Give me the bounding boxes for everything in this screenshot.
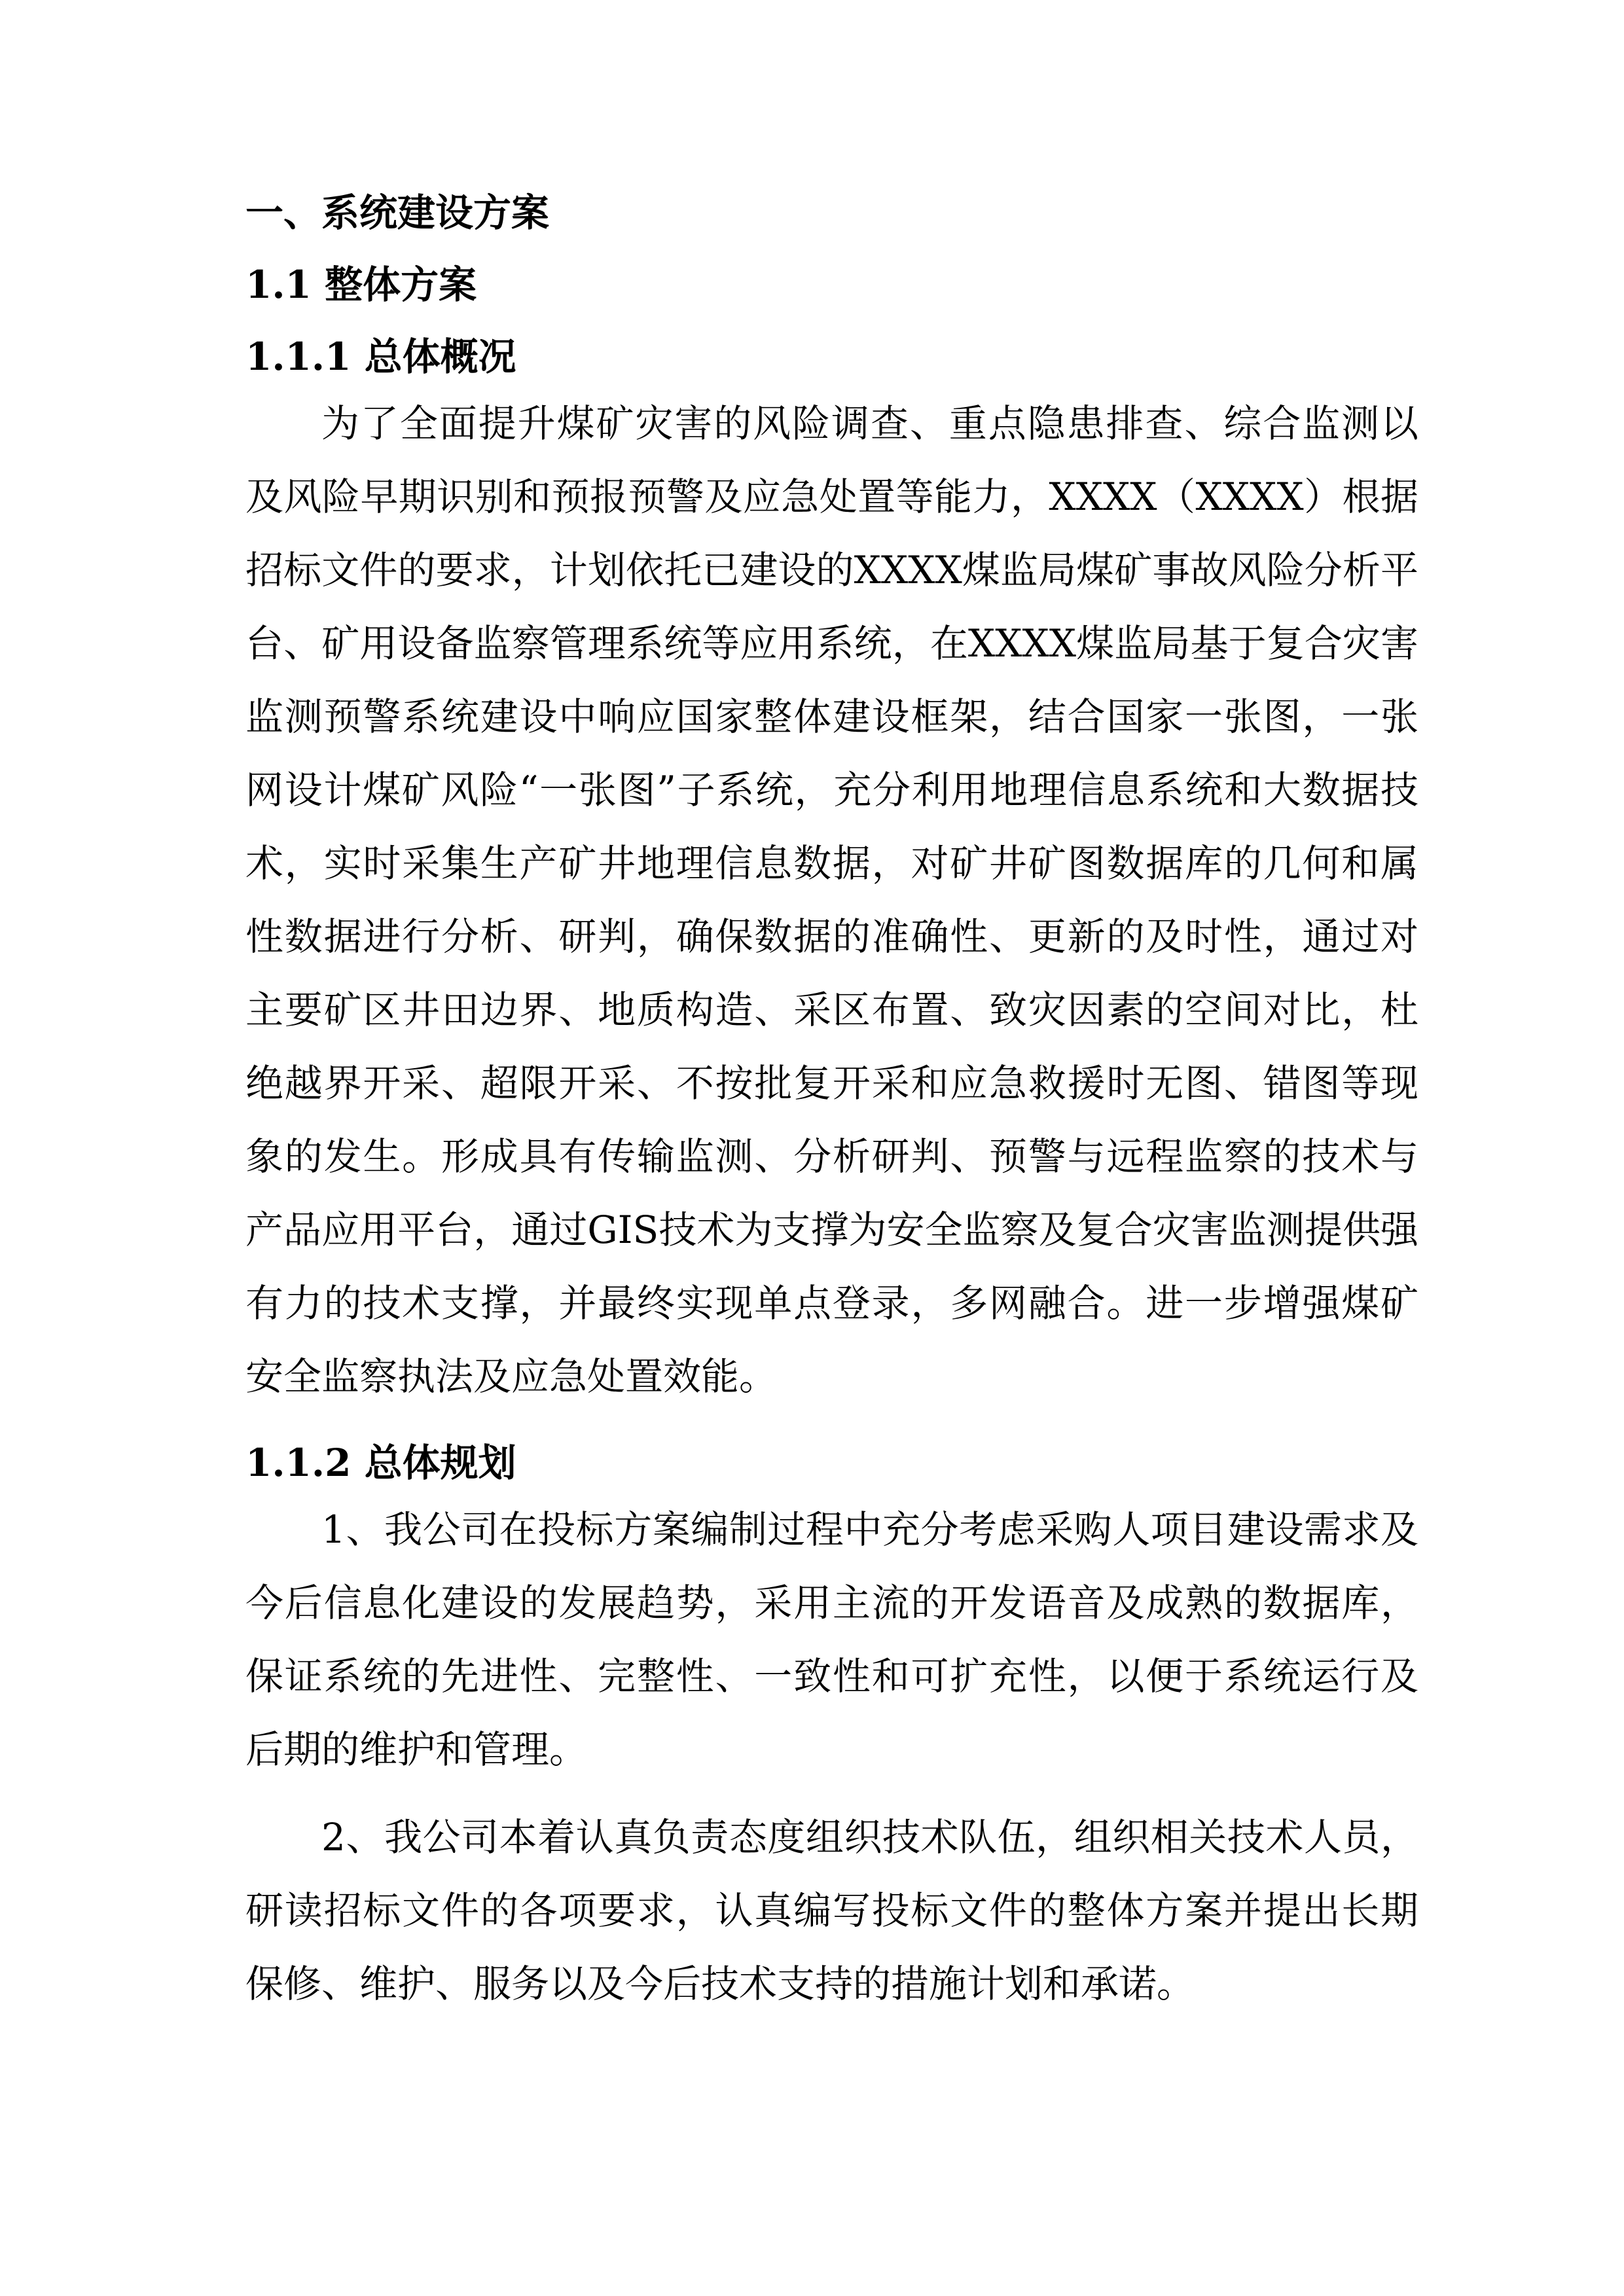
sub-subsection-title-overview: 1.1.1 总体概况 bbox=[245, 334, 516, 379]
subsection-title: 1.1 整体方案 bbox=[245, 262, 477, 307]
section-title: 一、系统建设方案 bbox=[245, 190, 550, 235]
document-body bbox=[245, 187, 1418, 2020]
planning-paragraph-2: 2、我公司本着认真负责态度组织技术队伍，组织相关技术人员，研读招标文件的各项要求，认真编写投标文件的整体方案并提出长期保修、维护、服务以及今后技术支持的措施计划和承诺。 bbox=[245, 1815, 1418, 2006]
overview-paragraph: 为了全面提升煤矿灾害的风险调查、重点隐患排查、综合监测以及风险早期识别和预报预警及应急处置等能力，XXXX（XXXX）根据招标文件的要求，计划依托已建设的XXXX煤监局煤矿事故风险分析平台、矿用设备监察管理系统等应用系统，在XXXX煤监局基于复合灾害监测预警系统建设中响应国家整体建设框架，结合国家一张图，一张网设计煤矿风险“一张图”子系统，充分利用地理信息系统和大数据技术，实时采集生产矿井地理信息数据，对矿井矿图数据库的几何和属性数据进行分析、研判，确保数据的准确性、更新的及时性，通过对主要矿区井田边界、地质构造、采区布置、致灾因素的空间对比，杜绝越界开采、超限开采、不按批复开采和应急救援时无图、错图等现象的发生。形成具有传输监测、分析研判、预警与远程监察的技术与产品应用平台，通过GIS技术为支撑为安全监察及复合灾害监测提供强有力的技术支撑，并最终实现单点登录，多网融合。进一步增强煤矿安全监察执法及应急处置效能。 bbox=[245, 401, 1418, 1399]
sub-subsection-title-planning: 1.1.2 总体规划 bbox=[245, 1441, 516, 1485]
planning-paragraph-1: 1、我公司在投标方案编制过程中充分考虑采购人项目建设需求及今后信息化建设的发展趋势，采用主流的开发语音及成熟的数据库，保证系统的先进性、完整性、一致性和可扩充性，以便于系统运行及后期的维护和管理。 bbox=[245, 1507, 1418, 1772]
